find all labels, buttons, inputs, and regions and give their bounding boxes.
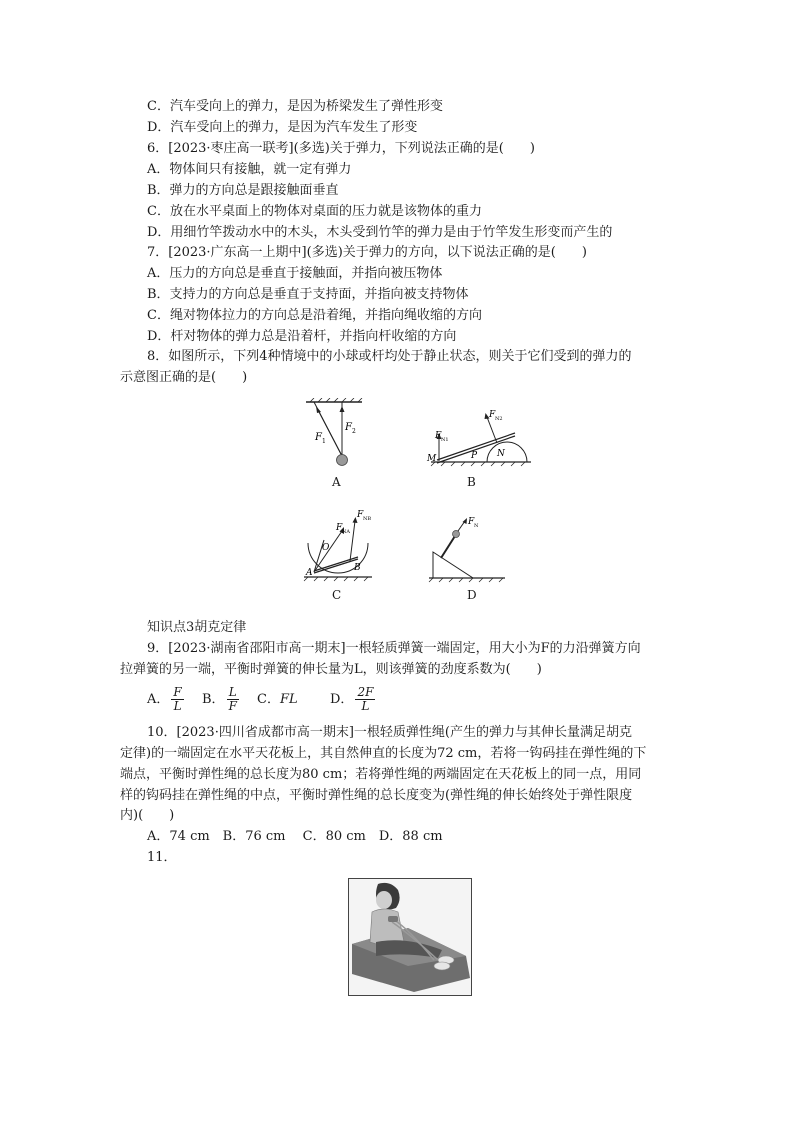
fig-d-fn: F <box>468 517 475 527</box>
fig-a-f1: F <box>315 432 322 443</box>
fig-c-fna: F <box>336 523 343 533</box>
q9-stem-line1: 9．[2023·湖南省邵阳市高一期末]一根轻质弹簧一端固定，用大小为F的力沿弹簧方向 <box>147 641 641 656</box>
q8-stem-line1: 8．如图所示，下列4种情境中的小球或杆均处于静止状态，则关于它们受到的弹力的 <box>147 349 632 364</box>
q9-option-a: A． $\frac{F}{L}$ <box>147 685 182 713</box>
fig-a-f2: F <box>345 422 352 433</box>
figure-b-label: B <box>467 475 476 489</box>
figure-c <box>300 507 378 585</box>
q9-option-b: B． $\frac{L}{F}$ <box>202 685 237 713</box>
q10-line4: 样的钩码挂在弹性绳的中点，平衡时弹性绳的总长度变为(弹性绳的伸长始终处于弹性限度 <box>120 788 633 803</box>
q9-stem-line2: 拉弹簧的另一端，平衡时弹簧的伸长量为L，则该弹簧的劲度系数为( ) <box>120 662 542 677</box>
figure-c-label: C <box>332 588 342 602</box>
fig-b-m: M <box>427 454 437 464</box>
fig-b-fn1-sub: N1 <box>441 437 449 443</box>
fig-b-p: P <box>471 451 478 461</box>
q8-stem-line2: 示意图正确的是( ) <box>120 370 248 385</box>
q11-photo <box>348 878 472 996</box>
q6-stem: 6．[2023·枣庄高一联考](多选)关于弹力，下列说法正确的是( ) <box>147 141 535 156</box>
figure-d <box>425 512 510 584</box>
q6-option-d: D．用细竹竿拨动水中的木头，木头受到竹竿的弹力是由于竹竿发生形变而产生的 <box>147 225 613 240</box>
fig-a-f2-sub: 2 <box>352 428 356 435</box>
q6-option-b: B．弹力的方向总是跟接触面垂直 <box>147 183 339 198</box>
fig-b-fn2: F <box>489 410 496 420</box>
figure-b <box>425 405 535 467</box>
fig-c-fna-sub: NA <box>342 529 350 535</box>
fig-d-fn-sub: N <box>474 523 479 529</box>
q7-option-d: D．杆对物体的弹力总是沿着杆，并指向杆收缩的方向 <box>147 329 457 344</box>
section-heading: 知识点3胡克定律 <box>147 620 247 635</box>
fig-c-b: B <box>354 563 361 573</box>
fig-b-fn2-sub: N2 <box>495 416 503 422</box>
q10-line1: 10．[2023·四川省成都市高一期末]一根轻质弹性绳(产生的弹力与其伸长量满足胡克 <box>147 725 632 740</box>
q11-number: 11． <box>147 850 177 865</box>
q9-option-c: C．FL <box>257 692 298 707</box>
figure-a-label: A <box>332 475 341 489</box>
q7-option-a: A．压力的方向总是垂直于接触面，并指向被压物体 <box>147 266 443 281</box>
fig-b-n: N <box>497 449 505 459</box>
q7-option-c: C．绳对物体拉力的方向总是沿着绳，并指向绳收缩的方向 <box>147 308 482 323</box>
fig-a-f1-sub: 1 <box>322 438 326 445</box>
q10-line2: 定律)的一端固定在水平天花板上，其自然伸直的长度为72 cm，若将一钩码挂在弹性绳的下 <box>120 746 647 761</box>
fig-b-fn1: F <box>435 431 442 441</box>
fig-c-fnb: F <box>357 510 364 520</box>
figure-d-label: D <box>467 588 477 602</box>
q10-options: A．74 cm B．76 cm C．80 cm D．88 cm <box>147 829 443 844</box>
q10-line5: 内)( ) <box>120 808 175 823</box>
q7-option-b: B．支持力的方向总是垂直于支持面，并指向被支持物体 <box>147 287 469 302</box>
q9-option-d: D． $\frac{2F}{L}$ <box>330 685 374 713</box>
q7-stem: 7．[2023·广东高一上期中](多选)关于弹力的方向，以下说法正确的是( ) <box>147 245 587 260</box>
q10-line3: 端点，平衡时弹性绳的总长度为80 cm；若将弹性绳的两端固定在天花板上的同一点，用同 <box>120 767 642 782</box>
figure-a <box>300 398 380 470</box>
q5-option-c: C．汽车受向上的弹力，是因为桥梁发生了弹性形变 <box>147 99 443 114</box>
fig-c-fnb-sub: NB <box>363 516 372 522</box>
fig-c-a: A <box>306 568 313 578</box>
q6-option-a: A．物体间只有接触，就一定有弹力 <box>147 162 352 177</box>
fig-c-o: O <box>322 543 330 553</box>
q5-option-d: D．汽车受向上的弹力，是因为汽车发生了形变 <box>147 120 418 135</box>
q6-option-c: C．放在水平桌面上的物体对桌面的压力就是该物体的重力 <box>147 204 482 219</box>
